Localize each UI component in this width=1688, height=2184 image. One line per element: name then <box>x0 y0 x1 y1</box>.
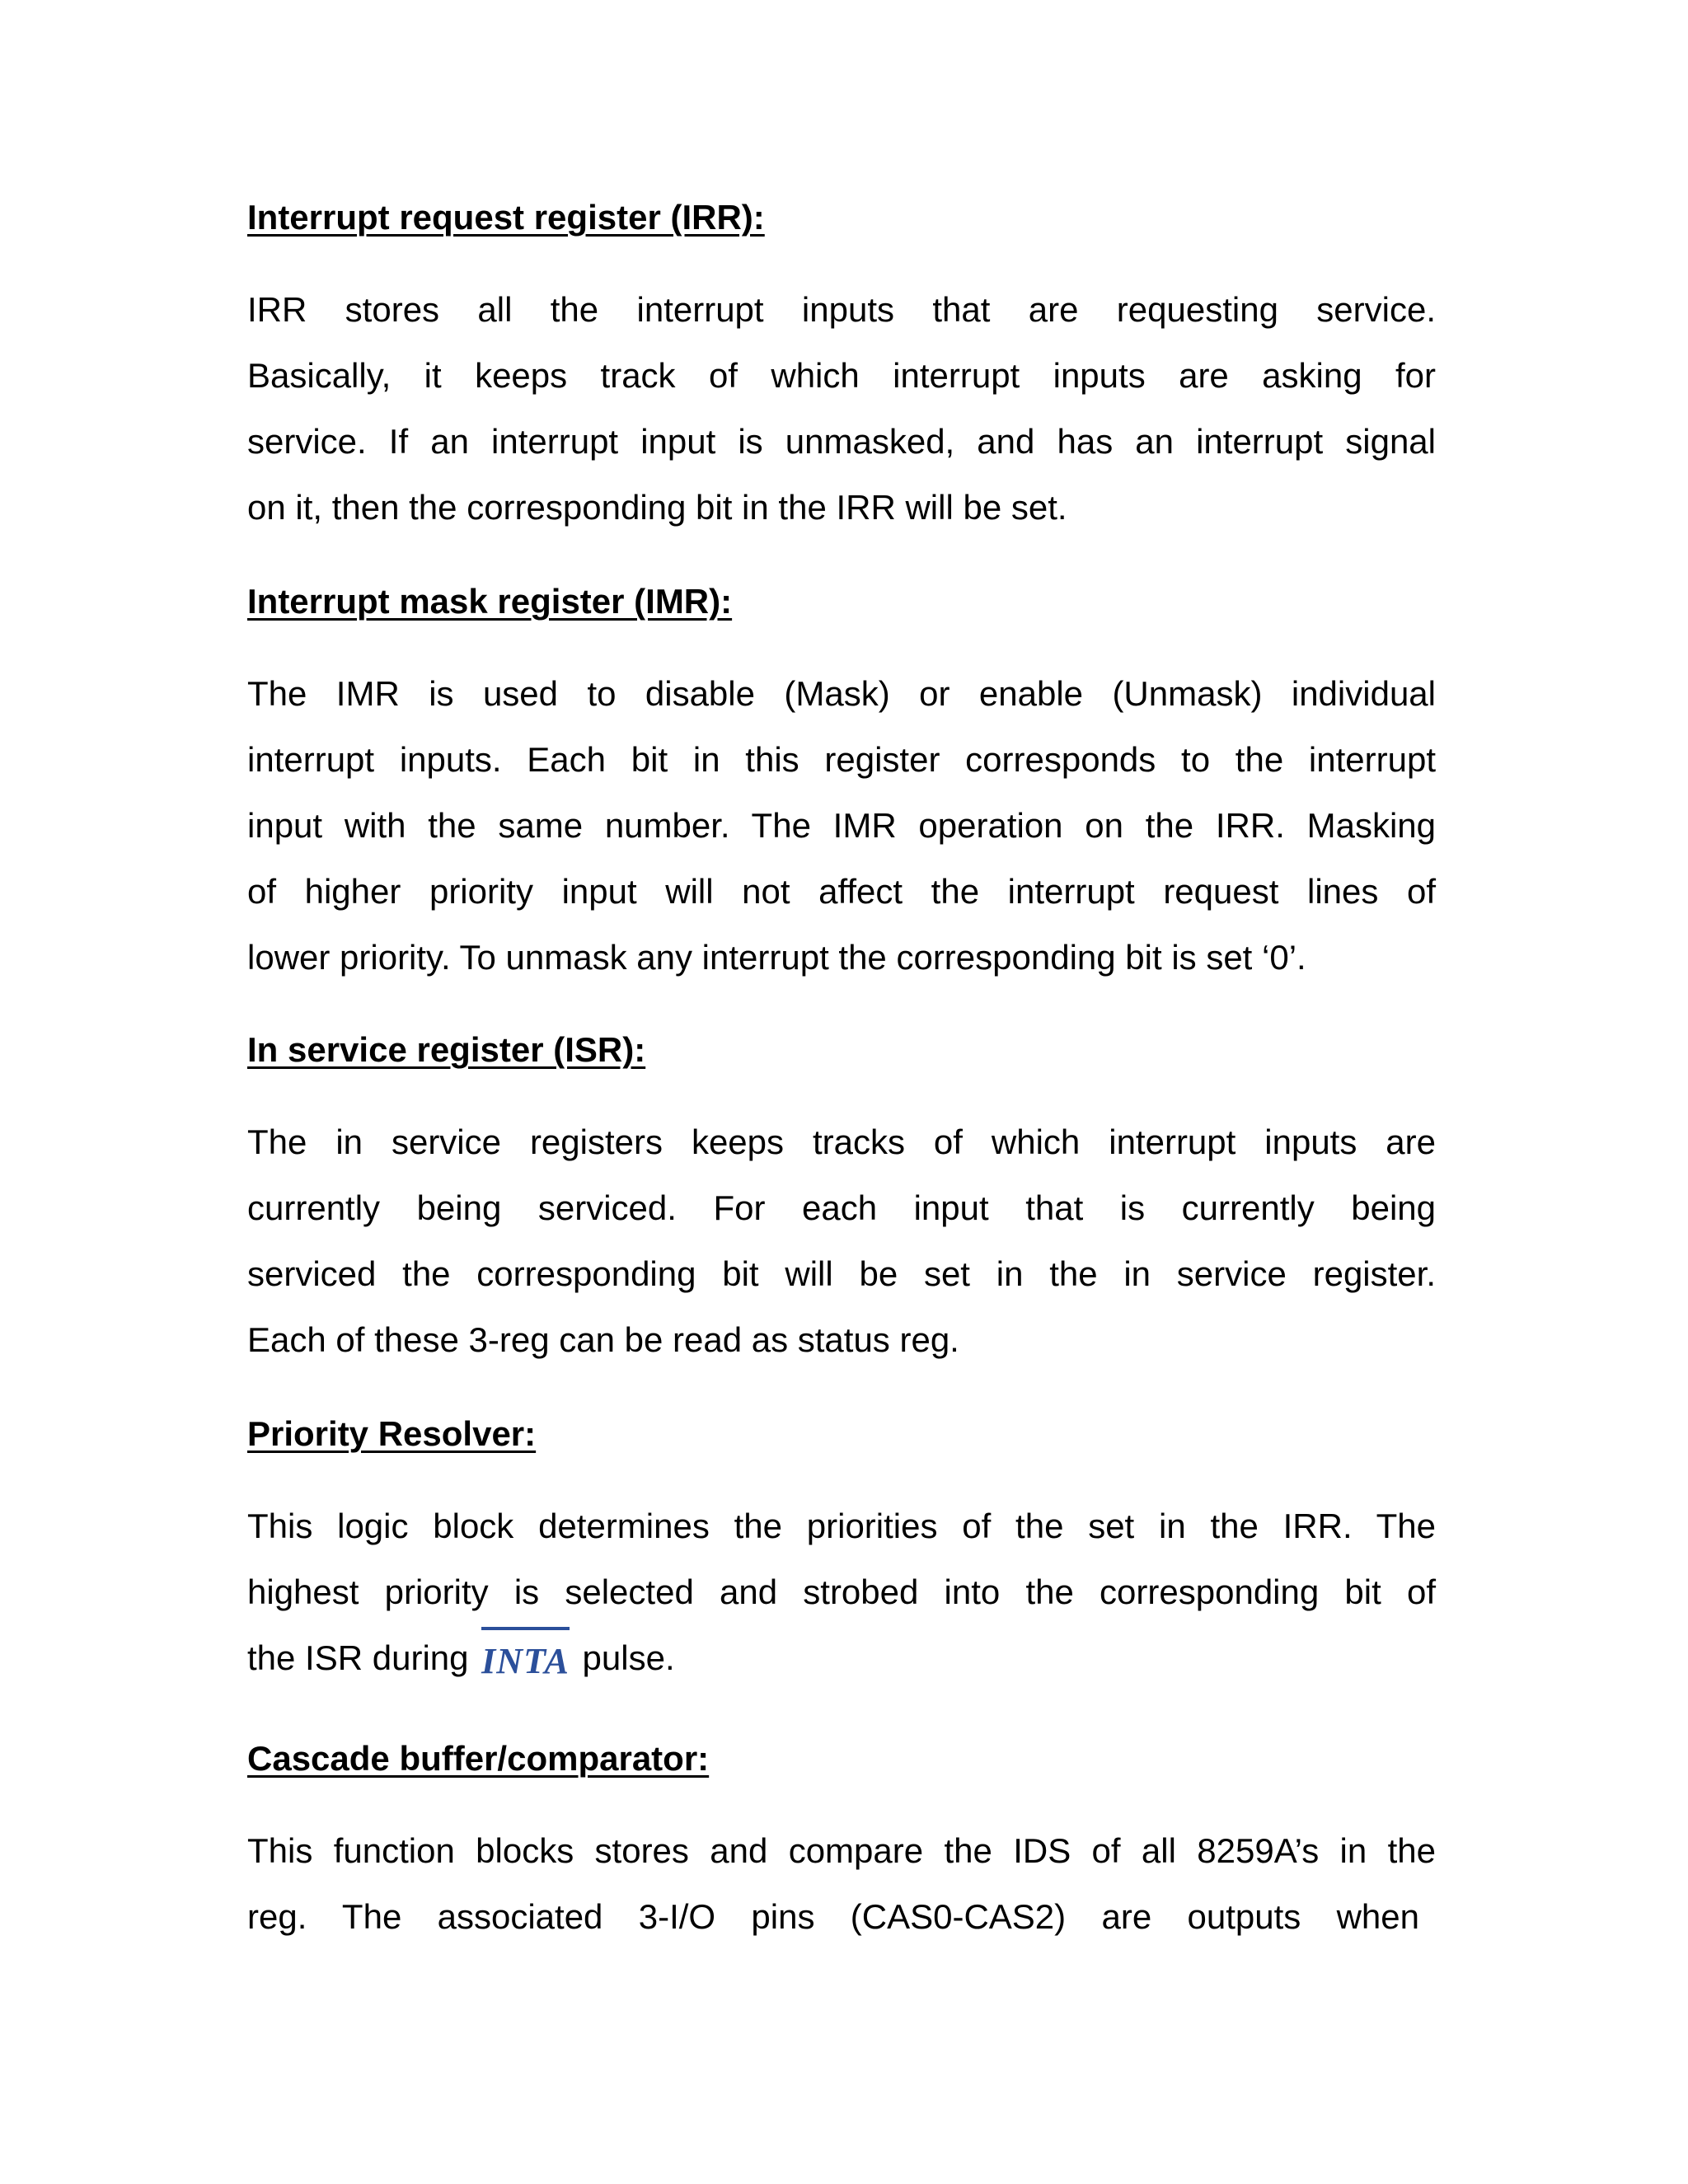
section-body-imr <box>247 661 1436 991</box>
section-heading-cascade-buffer: Cascade buffer/comparator: <box>247 1739 710 1778</box>
text-line: on it, then the corresponding bit in the IRR will be set. <box>247 488 1067 527</box>
section-body-isr <box>247 1109 1436 1373</box>
text-line: service. If an interrupt input is unmasked, and has an interrupt signal <box>247 422 1436 461</box>
text-fragment: pulse. <box>582 1638 675 1677</box>
inta-signal-symbol: INTA <box>481 1627 570 1694</box>
text-line: IRR stores all the interrupt inputs that are requesting service. <box>247 290 1436 329</box>
section-heading-isr: In service register (ISR): <box>247 1030 646 1069</box>
text-line: currently being serviced. For each input that is currently being <box>247 1188 1436 1227</box>
section-body-irr <box>247 277 1436 541</box>
section-heading-priority-resolver: Priority Resolver: <box>247 1414 537 1453</box>
text-line: serviced the corresponding bit will be set in the in service register. <box>247 1254 1436 1293</box>
section-body-priority-resolver <box>247 1493 1436 1691</box>
text-fragment: the ISR during <box>247 1638 469 1677</box>
text-line: interrupt inputs. Each bit in this register corresponds to the interrupt <box>247 740 1436 779</box>
text-line: The IMR is used to disable (Mask) or enable (Unmask) individual <box>247 674 1436 713</box>
text-line: The in service registers keeps tracks of which interrupt inputs are <box>247 1122 1436 1161</box>
section-heading-irr: Interrupt request register (IRR): <box>247 198 765 237</box>
text-line: highest priority is selected and strobed into the corresponding bit of <box>247 1572 1436 1611</box>
section-body-cascade-buffer <box>247 1818 1436 1950</box>
text-line: input with the same number. The IMR operation on the IRR. Masking <box>247 806 1436 845</box>
text-line: of higher priority input will not affect the interrupt request lines of <box>247 872 1436 911</box>
text-line: This logic block determines the priorities of the set in the IRR. The <box>247 1507 1436 1545</box>
text-line: Each of these 3-reg can be read as status reg. <box>247 1320 959 1359</box>
section-heading-imr: Interrupt mask register (IMR): <box>247 582 733 621</box>
text-line: reg. The associated 3-I/O pins (CAS0-CAS2) are outputs when <box>247 1897 1419 1936</box>
text-line-with-signal <box>247 1625 1436 1691</box>
text-line: This function blocks stores and compare the IDS of all 8259A’s in the <box>247 1831 1436 1870</box>
text-line: Basically, it keeps track of which interrupt inputs are asking for <box>247 356 1436 395</box>
text-line: lower priority. To unmask any interrupt the corresponding bit is set ‘0’. <box>247 938 1306 977</box>
